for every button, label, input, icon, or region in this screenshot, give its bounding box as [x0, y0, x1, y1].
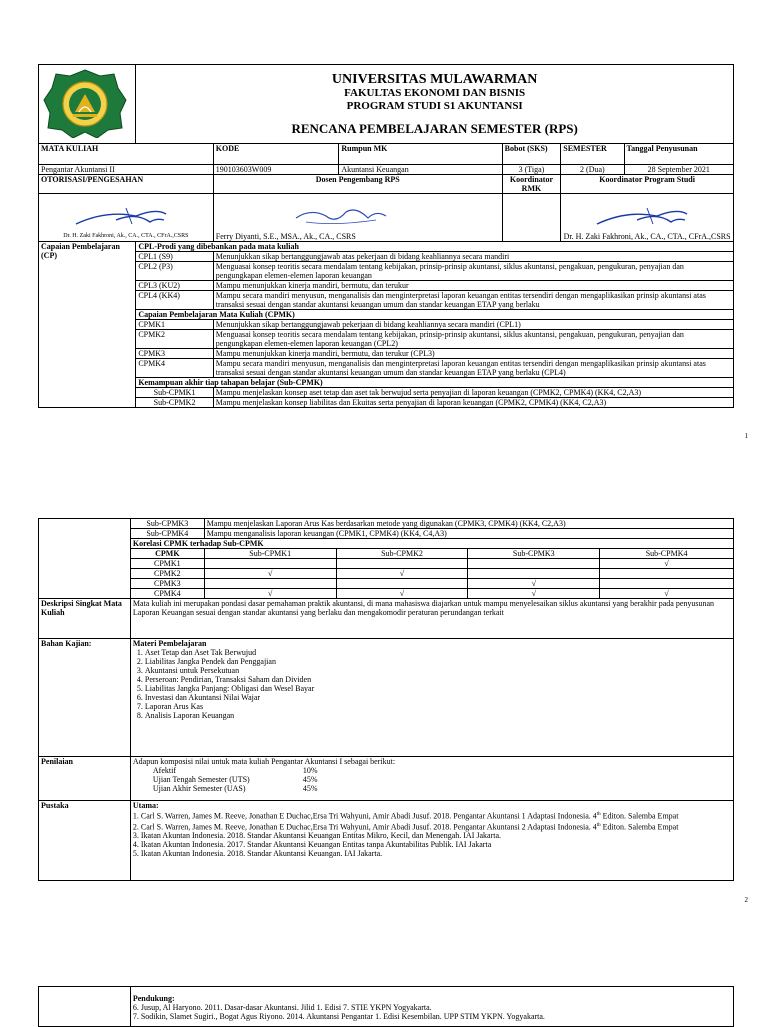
sub-cpmk-heading: Kemampuan akhir tiap tahapan belajar (Sub-CPMK) [136, 378, 734, 388]
rmk-label: Koordinator RMK [502, 175, 561, 194]
signature-dosen-cell [213, 194, 502, 242]
course-code: 190103603W009 [213, 165, 339, 175]
faculty-name: FAKULTAS EKONOMI DAN BISNIS [344, 86, 526, 99]
pustaka-content [130, 801, 733, 881]
materi-item: 8. Analisis Laporan Keuangan [145, 711, 731, 720]
sub-cpmk-text: Mampu menjelaskan konsep liabilitas dan Ekuitas serta penyajian di laporan keuangan (CPMK2, CPMK4) (KK4, C2,A3) [213, 398, 733, 408]
correlation-row-name: CPMK4 [130, 589, 204, 599]
penilaian-item: Ujian Tengah Semester (UTS) 45% [152, 775, 318, 784]
correlation-mark: √ [336, 589, 468, 599]
signature-left-image [46, 202, 206, 232]
correlation-mark: √ [336, 569, 468, 579]
course-semester: 2 (Dua) [561, 165, 624, 175]
signer-dosen-name: Ferry Diyanti, S.E., MSA., Ak., CA., CSRS [215, 232, 356, 241]
cpmk-text: Mampu menunjukkan kinerja mandiri, bermutu, dan terukur (CPL3) [213, 349, 733, 359]
correlation-mark [204, 579, 336, 589]
course-credits: 3 (Tiga) [502, 165, 561, 175]
course-header-rumpun: Rumpun MK [339, 144, 502, 165]
cpl-text: Menunjukkan sikap bertanggungjawab atas pekerjaan di bidang keahliannya secara mandiri [213, 252, 733, 262]
correlation-mark: √ [600, 589, 734, 599]
correlation-mark: √ [468, 579, 600, 589]
deskripsi-label: Deskripsi Singkat Mata Kuliah [39, 599, 131, 639]
cpl-text: Mampu menunjukkan kinerja mandiri, bermutu, dan terukur [213, 281, 733, 291]
dosen-label: Dosen Pengembang RPS [213, 175, 502, 194]
correlation-col-header: CPMK [130, 549, 204, 559]
correlation-heading: Korelasi CPMK terhadap Sub-CPMK [130, 539, 733, 549]
correlation-mark [336, 579, 468, 589]
correlation-mark [336, 559, 468, 569]
rps-page2-table [38, 518, 734, 881]
cpmk-text: Menunjukkan sikap bertanggungjawab pekerjaan di bidang keahliannya secara mandiri (CPL1) [213, 320, 733, 330]
course-header-kode: KODE [213, 144, 339, 165]
materi-item: 7. Laporan Arus Kas [145, 702, 731, 711]
pustaka-pendukung-heading: Pendukung: [132, 994, 175, 1003]
pustaka-item: 1. Carl S. Warren, James M. Reeve, Jonathan E Duchac,Ersa Tri Wahyuni, Amir Abadi Jusuf. 2018. Pengantar Akuntansi 1 Adaptasi Indonesia. 4th Editon. Salemba Empat [132, 811, 679, 821]
sub-cpmk-code: Sub-CPMK1 [136, 388, 213, 398]
signature-left-cell [39, 194, 214, 242]
cpmk-code: CPMK1 [136, 320, 213, 330]
signer-left-name: Dr. H. Zaki Fakhroni, Ak., CA., CTA., CFrA.,CSRS [63, 233, 189, 239]
cpmk-text: Menguasai konsep teoritis secara mendalam tentang kebijakan, prinsip-prinsip akuntansi, siklus akuntansi, pengakuan, pengukuran, penyajian dan pengungkapan elemen-elemen laporan keuangan (CPL2) [213, 330, 733, 349]
cpl-heading: CPL-Prodi yang dibebankan pada mata kuliah [136, 242, 734, 252]
signature-dosen-image [256, 202, 456, 232]
prodi-label: Koordinator Program Studi [561, 175, 734, 194]
sub-cpmk-code: Sub-CPMK3 [130, 519, 204, 529]
program-name: PROGRAM STUDI S1 AKUNTANSI [346, 99, 523, 112]
pustaka-continued-cell [39, 987, 131, 1027]
cp-label: Capaian Pembelajaran (CP) [39, 242, 136, 408]
signature-rmk-cell [502, 194, 561, 242]
pustaka-utama-heading: Utama: [132, 801, 159, 810]
university-name: UNIVERSITAS MULAWARMAN [331, 71, 538, 87]
course-date: 28 September 2021 [624, 165, 734, 175]
sub-cpmk-text: Mampu menganalisis laporan keuangan (CPMK1, CPMK4) (KK4, C4,A3) [204, 529, 733, 539]
correlation-mark: √ [600, 559, 734, 569]
correlation-mark [600, 579, 734, 589]
materi-item: 3. Akuntansi untuk Persekutuan [145, 666, 731, 675]
materi-item: 1. Aset Tetap dan Aset Tak Berwujud [145, 648, 731, 657]
correlation-mark: √ [468, 589, 600, 599]
cp-continued-cell [39, 519, 131, 599]
cpl-text: Mampu secara mandiri menyusun, menganalisis dan menginterpretasi laporan keuangan entitas tersendiri dengan mengaplikasikan prinsip akuntansi atas transaksi sesuai dengan standar akuntansi keuangan umum dan standar keuangan ETAP yang berlaku [213, 291, 733, 310]
pustaka-label: Pustaka [39, 801, 131, 881]
document-title: RENCANA PEMBELAJARAN SEMESTER (RPS) [291, 120, 578, 136]
cpl-code: CPL2 (P3) [136, 262, 213, 281]
rps-page3-table [38, 986, 734, 1027]
bahan-label: Bahan Kajian: [39, 639, 131, 757]
sub-cpmk-text: Mampu menjelaskan konsep aset tetap dan aset tak berwujud serta penyajian di laporan keuangan (CPMK2, CPMK4) (KK4, C2,A3) [213, 388, 733, 398]
correlation-row-name: CPMK2 [130, 569, 204, 579]
authorization-title: OTORISASI/PENGESAHAN [39, 175, 214, 194]
page-number: 1 [744, 432, 748, 440]
course-header-tanggal: Tanggal Penyusunan [624, 144, 734, 165]
university-logo [42, 68, 128, 138]
materi-list [133, 648, 731, 720]
sub-cpmk-code: Sub-CPMK2 [136, 398, 213, 408]
course-name: Pengantar Akuntansi II [39, 165, 214, 175]
correlation-mark [204, 559, 336, 569]
logo-cell [39, 65, 136, 144]
signature-prodi-image [567, 202, 727, 232]
correlation-col-header: Sub-CPMK1 [204, 549, 336, 559]
course-cluster: Akuntansi Keuangan [339, 165, 502, 175]
signature-prodi-cell [561, 194, 734, 242]
sub-cpmk-text: Mampu menjelaskan Laporan Arus Kas berdasarkan metode yang digunakan (CPMK3, CPMK4) (KK4, C2,A3) [204, 519, 733, 529]
pustaka-item: 2. Carl S. Warren, James M. Reeve, Jonathan E Duchac,Ersa Tri Wahyuni, Amir Abadi Jusuf. 2018. Pengantar Akuntansi 2 Adaptasi Indonesia. 4th Editon. Salemba Empat [132, 822, 679, 832]
cpl-code: CPL4 (KK4) [136, 291, 213, 310]
rps-header-table [38, 64, 734, 408]
correlation-col-header: Sub-CPMK4 [600, 549, 734, 559]
materi-heading: Materi Pembelajaran [132, 639, 207, 648]
cpl-text: Menguasai konsep teoritis secara mendalam tentang kebijakan, prinsip-prinsip akuntansi, siklus akuntansi, pengakuan, pengukuran, penyajian dan pengungkapan elemen-elemen laporan keuangan [213, 262, 733, 281]
title-cell [136, 65, 734, 144]
penilaian-item: Afektif 10% [152, 766, 318, 775]
cpmk-text: Mampu secara mandiri menyusun, menganalisis dan menginterpretasi laporan keuangan entitas tersendiri dengan mengaplikasikan prinsip akuntansi atas transaksi sesuai dengan standar akuntansi keuangan umum dan standar keuangan ETAP yang berlaku (CPL4) [213, 359, 733, 378]
deskripsi-text: Mata kuliah ini merupakan pondasi dasar pemahaman praktik akuntansi, di mana mahasiswa diajarkan untuk mampu menyelesaikan siklus akuntansi yang berakhir pada penyusunan Laporan Keuangan sesuai dengan standar akuntansi yang berlaku dan mengakomodir peraturan perundangan terkait [130, 599, 733, 639]
pustaka-item: 5. Ikatan Akuntan Indonesia. 2018. Standar Akuntansi Keuangan. IAI Jakarta. [132, 849, 383, 859]
correlation-row-name: CPMK1 [130, 559, 204, 569]
penilaian-item: Ujian Akhir Semester (UAS) 45% [152, 784, 318, 793]
penilaian-label: Penilaian [39, 757, 131, 801]
cpmk-heading: Capaian Pembelajaran Mata Kuliah (CPMK) [136, 310, 734, 320]
pustaka-item: 7. Sodikin, Slamet Sugiri., Bogat Agus Riyono. 2014. Akuntansi Pengantar 1. Edisi Kesembilan. UPP STIM YKPN. Yogyakarta. [132, 1012, 545, 1021]
materi-item: 6. Investasi dan Akuntansi Nilai Wajar [145, 693, 731, 702]
correlation-mark [468, 559, 600, 569]
cpmk-code: CPMK2 [136, 330, 213, 349]
pustaka-pendukung-content [130, 987, 733, 1027]
correlation-mark [600, 569, 734, 579]
correlation-col-header: Sub-CPMK2 [336, 549, 468, 559]
page-number: 2 [744, 896, 748, 904]
pustaka-item: 4. Ikatan Akuntan Indonesia. 2017. Standar Akuntansi Keuangan Entitas tanpa Akuntabilitas Publik. IAI Jakarta [132, 840, 492, 850]
materi-item: 2. Liabilitas Jangka Pendek dan Penggajian [145, 657, 731, 666]
materi-item: 4. Perseroan: Pendirian, Transaksi Saham dan Dividen [145, 675, 731, 684]
materi-item: 5. Liabilitas Jangka Panjang: Obligasi dan Wesel Bayar [145, 684, 731, 693]
penilaian-content [130, 757, 733, 801]
course-header-semester: SEMESTER [561, 144, 624, 165]
signer-prodi-name: Dr. H. Zaki Fakhroni, Ak., CA., CTA., CFrA.,CSRS [563, 232, 731, 241]
correlation-mark: √ [204, 569, 336, 579]
cpmk-code: CPMK3 [136, 349, 213, 359]
course-header-bobot: Bobot (SKS) [502, 144, 561, 165]
correlation-col-header: Sub-CPMK3 [468, 549, 600, 559]
sub-cpmk-code: Sub-CPMK4 [130, 529, 204, 539]
correlation-row-name: CPMK3 [130, 579, 204, 589]
correlation-mark [468, 569, 600, 579]
cpl-code: CPL3 (KU2) [136, 281, 213, 291]
bahan-content [130, 639, 733, 757]
pustaka-item: 6. Jusup, Al Haryono. 2011. Dasar-dasar Akuntansi. Jilid 1. Edisi 7. STIE YKPN Yogyakarta. [132, 1003, 432, 1012]
cpl-code: CPL1 (S9) [136, 252, 213, 262]
course-header-mk: MATA KULIAH [39, 144, 214, 165]
pustaka-item: 3. Ikatan Akuntan Indonesia. 2018. Standar Akuntansi Keuangan Entitas Mikro, Kecil, dan Menengah. IAI Jakarta. [132, 831, 502, 841]
correlation-mark: √ [204, 589, 336, 599]
penilaian-intro: Adapun komposisi nilai untuk mata kuliah Pengantar Akuntansi I sebagai berikut: [132, 757, 396, 766]
cpmk-code: CPMK4 [136, 359, 213, 378]
